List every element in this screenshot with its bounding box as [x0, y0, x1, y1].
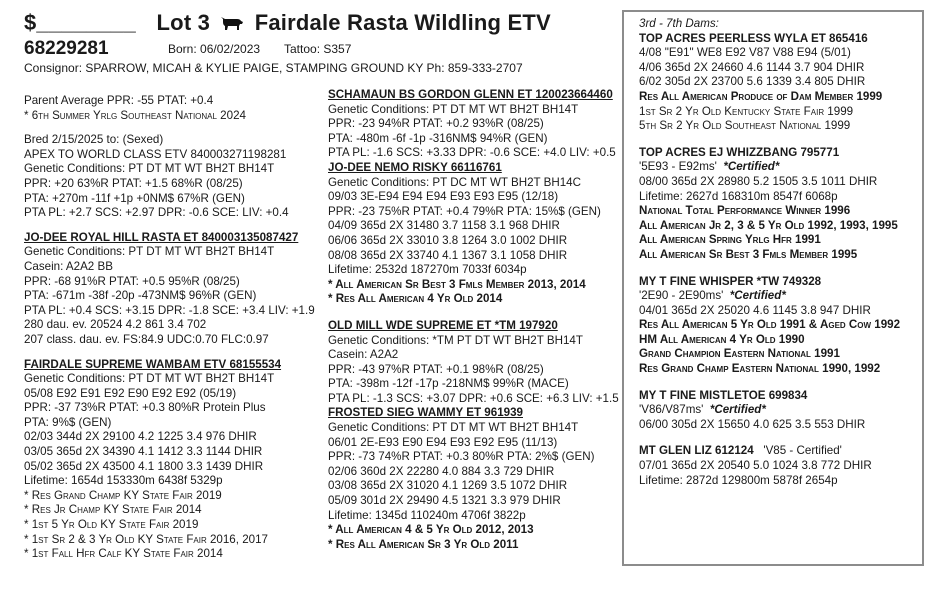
dam7-title: MT GLEN LIZ 612124: [639, 444, 754, 458]
granddam-line: 06/06 365d 2X 33010 3.8 1264 3.0 1002 DHIR: [328, 233, 568, 247]
dam4-classification: '5E93 - E92ms': [639, 160, 717, 174]
price-prefix: $________: [24, 10, 136, 35]
maternal-grandsire-line: PTA: -398m -12f -17p -218NM$ 99%R (MACE): [328, 377, 569, 391]
dam3-award: Res All American Produce of Dam Member 1999: [639, 89, 883, 103]
dam5-title: MY T FINE WHISPER *TW 749328: [639, 274, 822, 288]
dam3-award: 1st Sr 2 Yr Old Kentucky State Fair 1999: [639, 104, 854, 118]
dam6-certified: *Certified*: [709, 403, 766, 417]
dam4-award: National Total Performance Winner 1996: [639, 204, 851, 218]
parent-average: Parent Average PPR: -55 PTAT: +0.4: [24, 94, 214, 107]
grandsire-title: SCHAMAUN BS GORDON GLENN ET 120023664460: [328, 88, 613, 101]
column-2: [328, 88, 618, 552]
dam6-title: MY T FINE MISTLETOE 699834: [639, 388, 808, 402]
maternal-grandsire-line: Casein: A2A2: [328, 348, 399, 362]
granddam-award: * Res All American 4 Yr Old 2014: [328, 292, 503, 306]
maternal-granddam-title: FROSTED SIEG WAMMY ET 961939: [328, 406, 523, 420]
parent-award: * 6th Summer Yrlg Southeast National 2024: [24, 108, 246, 122]
dam-line: 05/08 E92 E91 E92 E90 E92 E92 (05/19): [24, 386, 237, 400]
maternal-granddam-award: * All American 4 & 5 Yr Old 2012, 2013: [328, 523, 534, 537]
dam4-title: TOP ACRES EJ WHIZZBANG 795771: [639, 145, 840, 159]
dam6-classification: 'V86/V87ms': [639, 403, 704, 417]
maternal-granddam-line: Genetic Conditions: PT DT MT WT BH2T BH14T: [328, 421, 579, 435]
bred-line: APEX TO WORLD CLASS ETV 840003271198281: [24, 147, 287, 161]
born-date: Born: 06/02/2023: [168, 42, 261, 56]
bred-line: PPR: +20 63%R PTAT: +1.5 68%R (08/25): [24, 176, 243, 190]
grandsire-line: PPR: -23 94%R PTAT: +0.2 93%R (08/25): [328, 117, 544, 131]
sire-title: JO-DEE ROYAL HILL RASTA ET 840003135087427: [24, 230, 299, 244]
dams-heading: 3rd - 7th Dams:: [639, 17, 719, 30]
granddam-line: Lifetime: 2532d 187270m 7033f 6034p: [328, 263, 527, 277]
dam6-class: [639, 403, 921, 418]
maternal-grandsire-line: Genetic Conditions: *TM PT DT WT BH2T BH14T: [328, 333, 583, 347]
column-1: [24, 94, 324, 562]
consignor-line: Consignor: SPARROW, MICAH & KYLIE PAIGE, STAMPING GROUND KY Ph: 859-333-2707: [24, 61, 523, 75]
granddam-line: 09/03 3E-E94 E94 E94 E93 E93 E95 (12/18): [328, 190, 559, 204]
dam4-certified: *Certified*: [723, 160, 780, 174]
sire-line: 280 dau. ev. 20524 4.2 861 3.4 702: [24, 318, 207, 332]
sire-line: 207 class. dau. ev. FS:84.9 UDC:0.70 FLC:0.97: [24, 332, 269, 346]
granddam-award: * All American Sr Best 3 Fmls Member 2013, 2014: [328, 277, 586, 291]
maternal-granddam-line: 05/09 301d 2X 29490 4.5 1321 3.3 979 DHIR: [328, 494, 561, 508]
column-3: [639, 17, 921, 488]
dam5-class: [639, 289, 921, 304]
dam5-line: 04/01 365d 2X 25020 4.6 1145 3.8 947 DHIR: [639, 303, 871, 317]
maternal-granddam-line: 02/06 360d 2X 22280 4.0 884 3.3 729 DHIR: [328, 464, 555, 478]
dam-award: * 1st 5 Yr Old KY State Fair 2019: [24, 518, 199, 532]
dam5-certified: *Certified*: [729, 289, 786, 303]
dam4-award: All American Sr Best 3 Fmls Member 1995: [639, 247, 858, 261]
granddam-title: JO-DEE NEMO RISKY 66116761: [328, 160, 502, 174]
dam-award: * 1st Fall Hfr Calf KY State Fair 2014: [24, 547, 223, 561]
dam3-line: 6/02 305d 2X 23700 5.6 1339 3.4 805 DHIR: [639, 75, 866, 89]
dam3-line: 4/08 "E91" WE8 E92 V87 V88 E94 (5/01): [639, 46, 851, 60]
maternal-grandsire-line: PPR: -43 97%R PTAT: +0.1 98%R (08/25): [328, 362, 544, 376]
grandsire-line: PTA PL: -1.6 SCS: +3.33 DPR: -0.6 SCE: +4.0 LIV: +0.5: [328, 146, 616, 160]
price-line: [24, 10, 551, 36]
dam-title: FAIRDALE SUPREME WAMBAM ETV 68155534: [24, 357, 282, 371]
dam3-line: 4/06 365d 2X 24660 4.6 1144 3.7 904 DHIR: [639, 60, 865, 74]
dam-line: 02/03 344d 2X 29100 4.2 1225 3.4 976 DHIR: [24, 430, 257, 444]
maternal-granddam-line: PPR: -73 74%R PTAT: +0.3 80%R PTA: 2%$ (GEN): [328, 450, 595, 464]
bred-line: PTA: +270m -11f +1p +0NM$ 67%R (GEN): [24, 191, 245, 205]
dam5-award: Res Grand Champ Eastern National 1990, 1992: [639, 362, 881, 376]
dam4-line: 08/00 365d 2X 28980 5.2 1505 3.5 1011 DHIR: [639, 174, 878, 188]
dam-award: * 1st Sr 2 & 3 Yr Old KY State Fair 2016, 2017: [24, 532, 268, 546]
bred-line: Genetic Conditions: PT DT MT WT BH2T BH14T: [24, 162, 275, 176]
dam-line: PPR: -37 73%R PTAT: +0.3 80%R Protein Plus: [24, 401, 266, 415]
sire-line: PTA: -671m -38f -20p -473NM$ 96%R (GEN): [24, 289, 257, 303]
maternal-granddam-line: Lifetime: 1345d 110240m 4706f 3822p: [328, 508, 526, 522]
dam5-award: Grand Champion Eastern National 1991: [639, 347, 840, 361]
dam6-line: 06/00 305d 2X 15650 4.0 625 3.5 553 DHIR: [639, 417, 866, 431]
bred-line: Bred 2/15/2025 to: (Sexed): [24, 133, 164, 147]
granddam-line: Genetic Conditions: PT DC MT WT BH2T BH14C: [328, 175, 582, 189]
maternal-grandsire-title: OLD MILL WDE SUPREME ET *TM 197920: [328, 318, 558, 332]
dam5-classification: '2E90 - 2E90ms': [639, 289, 724, 303]
grandsire-line: PTA: -480m -6f -1p -316NM$ 94%R (GEN): [328, 131, 548, 145]
dam7-header: [639, 444, 921, 459]
dam-line: 05/02 365d 2X 43500 4.1 1800 3.3 1439 DHIR: [24, 459, 264, 473]
maternal-granddam-line: 06/01 2E-E93 E90 E94 E93 E92 E95 (11/13): [328, 435, 558, 449]
dam5-award: Res All American 5 Yr Old 1991 & Aged Cow 1992: [639, 318, 901, 332]
maternal-grandsire-line: PTA PL: -1.3 SCS: +3.07 DPR: +0.6 SCE: +6.3 LIV: +1.5: [328, 391, 619, 405]
dam-award: * Res Jr Champ KY State Fair 2014: [24, 503, 202, 517]
maternal-granddam-award: * Res All American Sr 3 Yr Old 2011: [328, 537, 519, 551]
granddam-line: 04/09 365d 2X 31480 3.7 1158 3.1 968 DHIR: [328, 219, 560, 233]
maternal-granddam-line: 03/08 365d 2X 31020 4.1 1269 3.5 1072 DHIR: [328, 479, 568, 493]
sire-line: Genetic Conditions: PT DT MT WT BH2T BH14T: [24, 245, 275, 259]
dam4-award: All American Jr 2, 3 & 5 Yr Old 1992, 1993, 1995: [639, 218, 898, 232]
dam4-line: Lifetime: 2627d 168310m 8547f 6068p: [639, 189, 838, 203]
granddam-line: 08/08 365d 2X 33740 4.1 1367 3.1 1058 DHIR: [328, 248, 568, 262]
dam-line: Genetic Conditions: PT DT MT WT BH2T BH14T: [24, 372, 275, 386]
reg-number: 68229281: [24, 38, 109, 59]
lot-number: Lot 3: [156, 10, 211, 35]
sire-line: PTA PL: +0.4 SCS: +3.15 DPR: -1.8 SCE: +3.4 LIV: +1.9: [24, 303, 315, 317]
sire-line: Casein: A2A2 BB: [24, 259, 113, 273]
cow-icon: [220, 11, 244, 27]
sire-line: PPR: -68 91%R PTAT: +0.5 95%R (08/25): [24, 274, 240, 288]
dam3-title: TOP ACRES PEERLESS WYLA ET 865416: [639, 31, 868, 45]
bred-line: PTA PL: +2.7 SCS: +2.97 DPR: -0.6 SCE: LIV: +0.4: [24, 206, 289, 220]
animal-name: Fairdale Rasta Wildling ETV: [254, 10, 551, 35]
tattoo: Tattoo: S357: [284, 42, 352, 56]
dam-line: Lifetime: 1654d 153330m 6438f 5329p: [24, 474, 223, 488]
dam5-award: HM All American 4 Yr Old 1990: [639, 332, 805, 346]
granddam-line: PPR: -23 75%R PTAT: +0.4 79%R PTA: 15%$ (GEN): [328, 204, 601, 218]
dam7-classification: 'V85 - Certified': [763, 444, 842, 458]
dam7-line: 07/01 365d 2X 20540 5.0 1024 3.8 772 DHIR: [639, 459, 872, 473]
dam-line: PTA: 9%$ (GEN): [24, 415, 112, 429]
dam7-line: Lifetime: 2872d 129800m 5878f 2654p: [639, 473, 838, 487]
dam4-award: All American Spring Yrlg Hfr 1991: [639, 233, 821, 247]
grandsire-line: Genetic Conditions: PT DT MT WT BH2T BH14T: [328, 102, 579, 116]
dam-line: 03/05 365d 2X 34390 4.1 1412 3.3 1144 DHIR: [24, 445, 263, 459]
dam3-award: 5th Sr 2 Yr Old Southeast National 1999: [639, 119, 851, 133]
dam-award: * Res Grand Champ KY State Fair 2019: [24, 488, 222, 502]
dam4-class: [639, 160, 921, 175]
